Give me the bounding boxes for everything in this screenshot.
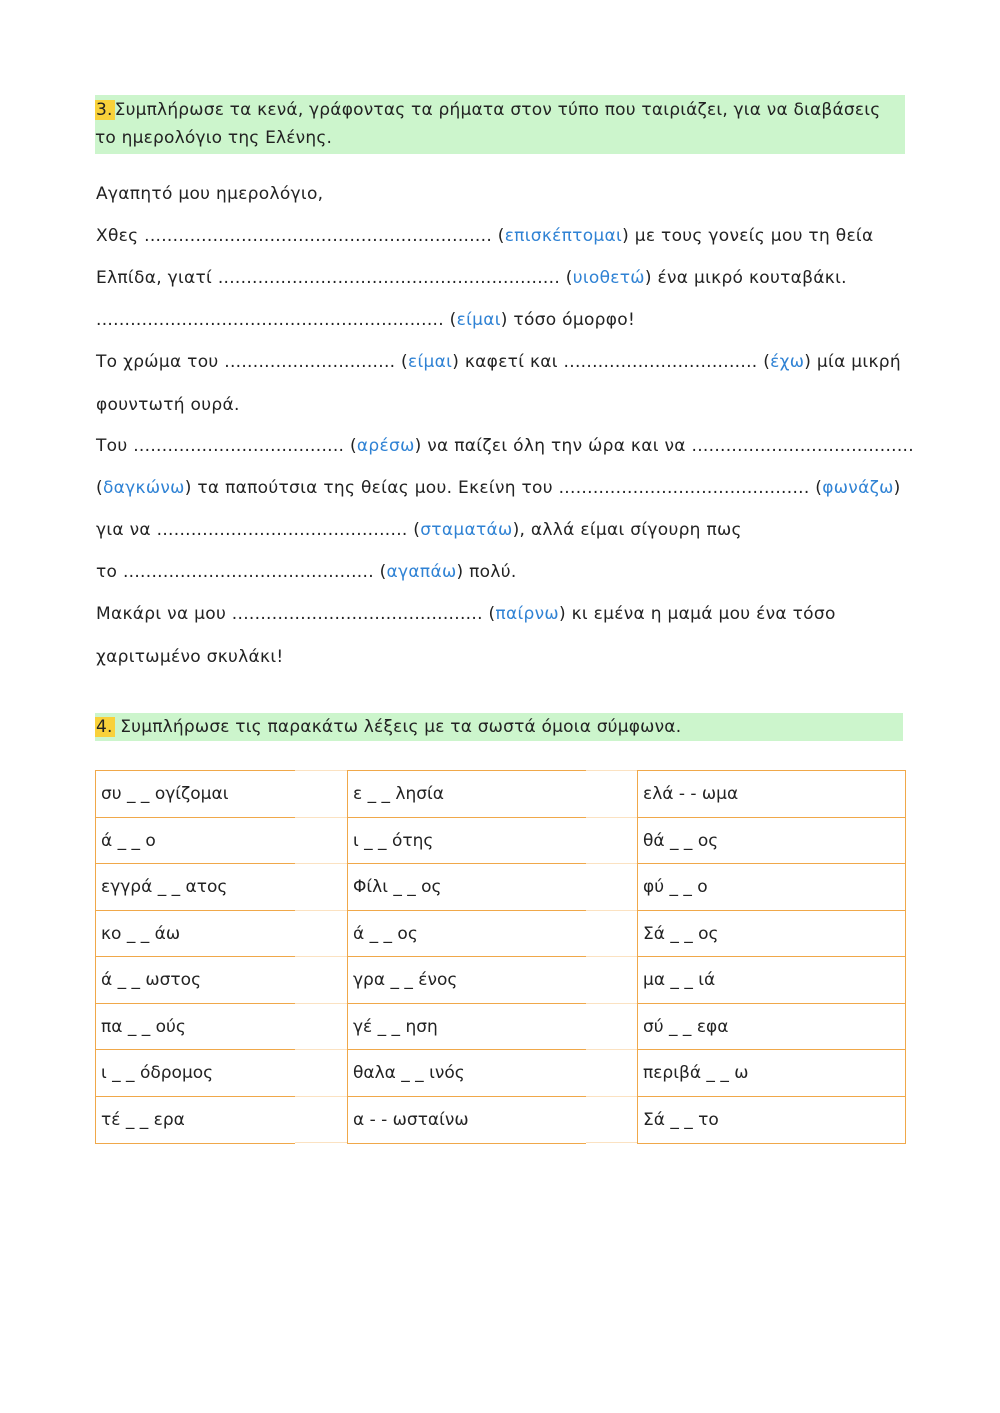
word-cell[interactable]: ά _ _ ος	[348, 911, 586, 958]
verb-hint: είμαι	[408, 352, 453, 372]
diary-line	[96, 562, 517, 582]
verb-hint: υιοθετώ	[572, 268, 645, 288]
gap-cell	[295, 957, 347, 1004]
word-cell[interactable]: συ _ _ ογίζομαι	[96, 771, 295, 818]
gap-cell	[586, 957, 637, 1004]
gap-cell	[586, 864, 637, 911]
diary-text-segment: Το χρώμα του .............................. (	[96, 352, 408, 372]
diary-text-segment: ), αλλά είμαι σίγουρη πως	[512, 520, 742, 540]
diary-line	[96, 520, 742, 540]
gap-cell	[295, 771, 347, 818]
diary-text-segment: ) ένα μικρό κουταβάκι.	[644, 268, 847, 288]
diary-text-segment: Ελπίδα, γιατί ............................................................ (	[96, 268, 573, 288]
word-cell[interactable]: Σά _ _ ος	[638, 911, 905, 958]
verb-hint: έχω	[770, 352, 805, 372]
diary-line	[96, 478, 901, 498]
gap-cell	[295, 864, 347, 911]
gap-cell	[295, 911, 347, 958]
diary-text-segment: ) τα παπούτσια της θείας μου. Εκείνη του ............................................ (	[184, 478, 823, 498]
gap-cell	[295, 1004, 347, 1051]
gap-cell	[586, 1050, 637, 1097]
table-gap	[586, 770, 637, 1151]
diary-line	[96, 268, 847, 288]
word-column-3	[637, 770, 906, 1144]
diary-line	[96, 647, 284, 667]
word-cell[interactable]: σύ _ _ εφα	[638, 1004, 905, 1051]
exercise-3-header	[95, 95, 905, 154]
gap-cell	[586, 1097, 637, 1144]
diary-text-segment: )	[893, 478, 901, 498]
verb-hint: αγαπάω	[386, 562, 457, 582]
diary-text-segment: ) καφετί και .................................. (	[452, 352, 771, 372]
verb-hint: είμαι	[456, 310, 501, 330]
diary-line	[96, 604, 836, 624]
gap-cell	[295, 818, 347, 865]
gap-cell	[586, 1004, 637, 1051]
exercise-instruction: Συμπλήρωσε τα κενά, γράφοντας τα ρήματα στον τύπο που ταιριάζει, για να διαβάσεις το ημερολόγιο της Ελένης.	[95, 100, 881, 148]
diary-line	[96, 352, 901, 372]
diary-text-segment: Του ..................................... (	[96, 436, 357, 456]
diary-line	[96, 310, 635, 330]
word-cell[interactable]: Φίλι _ _ ος	[348, 864, 586, 911]
diary-line	[96, 395, 240, 415]
word-cell[interactable]: α - - ωσταίνω	[353, 1109, 469, 1130]
diary-text-segment: ) κι εμένα η μαμά μου ένα τόσο	[558, 604, 836, 624]
word-cell[interactable]: ά _ _ ο	[96, 818, 295, 865]
diary-text-segment: ............................................................. (	[96, 310, 457, 330]
word-cell[interactable]: ά _ _ ωστος	[96, 957, 295, 1004]
word-cell[interactable]: ε _ _ λησία	[348, 771, 586, 818]
gap-cell	[295, 1097, 347, 1144]
verb-hint: αρέσω	[356, 436, 415, 456]
word-cell[interactable]: μα _ _ ιά	[638, 957, 905, 1004]
word-cell[interactable]: περιβά _ _ ω	[638, 1050, 905, 1097]
exercise-4-header	[95, 713, 903, 741]
gap-cell	[586, 818, 637, 865]
diary-text-segment: ) να παίζει όλη την ώρα και να .......................................	[414, 436, 914, 456]
diary-text-segment: Χθες ............................................................. (	[96, 226, 505, 246]
diary-line	[96, 436, 914, 456]
diary-text-segment: φουντωτή ουρά.	[96, 395, 240, 415]
word-cell[interactable]: ελά - - ωμα	[638, 771, 905, 818]
word-cell[interactable]: θαλα _ _ ινός	[348, 1050, 586, 1097]
diary-text-segment: για να ............................................ (	[96, 520, 421, 540]
diary-text-segment: Μακάρι να μου ............................................ (	[96, 604, 496, 624]
diary-line	[96, 184, 323, 204]
diary-text-segment: χαριτωμένο σκυλάκι!	[96, 647, 284, 667]
diary-text-segment: ) τόσο όμορφο!	[500, 310, 636, 330]
table-gap	[295, 770, 347, 1151]
diary-text-segment: Αγαπητό μου ημερολόγιο,	[96, 184, 324, 204]
word-cell[interactable]: γέ _ _ ηση	[348, 1004, 586, 1051]
word-cell[interactable]: κο _ _ άω	[96, 911, 295, 958]
exercise-number: 4.	[96, 717, 113, 737]
gap-cell	[586, 911, 637, 958]
diary-text-segment: (	[96, 478, 103, 498]
word-column-1	[95, 770, 295, 1144]
gap-cell	[295, 1050, 347, 1097]
exercise-number: 3.	[96, 100, 113, 120]
word-cell[interactable]: ι _ _ όδρομος	[96, 1050, 295, 1097]
word-cell[interactable]: θά _ _ ος	[638, 818, 905, 865]
diary-line	[96, 226, 874, 246]
word-cell[interactable]: εγγρά _ _ ατος	[96, 864, 295, 911]
diary-text-segment: ) μία μικρή	[804, 352, 901, 372]
word-column-2	[347, 770, 586, 1144]
verb-hint: φωνάζω	[822, 478, 894, 498]
word-cell[interactable]: Σά _ _ το	[643, 1109, 719, 1130]
diary-text-segment: ) με τους γονείς μου τη θεία	[622, 226, 874, 246]
diary-text-segment: το ............................................ (	[96, 562, 387, 582]
verb-hint: σταματάω	[420, 520, 513, 540]
verb-hint: δαγκώνω	[102, 478, 185, 498]
diary-text-segment: ) πολύ.	[456, 562, 517, 582]
verb-hint: επισκέπτομαι	[504, 226, 623, 246]
word-cell[interactable]: φύ _ _ ο	[638, 864, 905, 911]
gap-cell	[586, 771, 637, 818]
word-cell[interactable]: ι _ _ ότης	[348, 818, 586, 865]
word-cell[interactable]: γρα _ _ ένος	[348, 957, 586, 1004]
verb-hint: παίρνω	[495, 604, 559, 624]
exercise-instruction: Συμπλήρωσε τις παρακάτω λέξεις με τα σωστά όμοια σύμφωνα.	[120, 717, 682, 737]
word-cell[interactable]: τέ _ _ ερα	[101, 1109, 185, 1130]
word-cell[interactable]: πα _ _ ούς	[96, 1004, 295, 1051]
